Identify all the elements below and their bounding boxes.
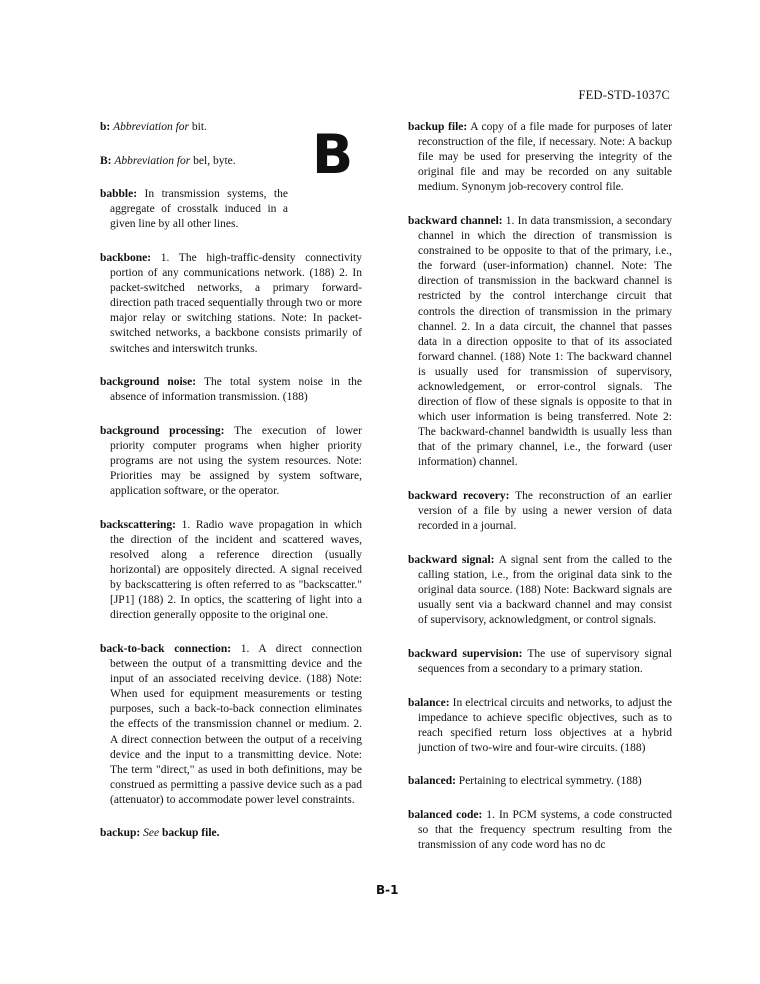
entry-term: babble: xyxy=(100,188,138,201)
entry-definition: The reconstruction of an earlier version of a file by using a newer version of data recorded in a journal. xyxy=(418,490,672,533)
entry-term: backup file: xyxy=(408,121,468,133)
entry-definition: 1. A direct connection between the output of a transmitting device and the input of an associated receiving device. (188) Note: When used for equipment measurements or testing purposes, such a back-to-back connection eliminates the effects of the transmission channel or medium. 2. A direct connection between the output of a receiving device and the input to a transmitting device. Note: The term "direct," as used in both definitions, may be construed as permitting a passive device such as a pad (attenuator) to accommodate power level constraints. xyxy=(110,642,363,806)
glossary-entry xyxy=(100,154,362,169)
entry-term: backward recovery: xyxy=(408,490,510,503)
entry-italic: Abbreviation for xyxy=(113,121,190,133)
entry-definition: The use of supervisory signal sequences from a secondary to a primary station. xyxy=(418,647,672,675)
left-column xyxy=(100,120,362,860)
glossary-entry xyxy=(100,251,362,357)
glossary-entry xyxy=(100,187,288,232)
entry-term: backward signal: xyxy=(408,553,495,566)
entry-definition: 1. Radio wave propagation in which the direction of the incident and scattered waves, resolved along a reference direction (usually horizontal) are oppositely directed. A signal received by backscattering is often referred to as "backscatter." [JP1] (188) 2. In optics, the scattering of light into a direction generally opposite to the original one. xyxy=(110,518,362,622)
entry-definition: Pertaining to electrical symmetry. (188) xyxy=(455,775,642,788)
entry-term: back-to-back connection: xyxy=(100,642,232,655)
glossary-entry xyxy=(408,647,672,677)
glossary-entry xyxy=(408,696,672,756)
glossary-entry xyxy=(100,826,362,841)
entry-term: balanced code: xyxy=(408,808,483,821)
glossary-entry xyxy=(408,553,672,628)
glossary-entry xyxy=(408,489,672,534)
glossary-entry xyxy=(100,518,362,624)
entry-definition: A signal sent from the called to the calling station, i.e., from the original data sink to the original data source. (188) Note: Backward signals are usually sent via a backward channel and may consist of supervisory, acknowledgment, or control signals. xyxy=(418,553,672,627)
glossary-entry xyxy=(408,808,672,853)
entry-term: background noise: xyxy=(100,376,197,389)
glossary-entry xyxy=(408,120,672,195)
entry-definition: A copy of a file made for purposes of later reconstruction of the file, if necessary. Note: A backup file may be used for preserving the integrity of the original file and may be recorded on any suitable medium. Synonym job-recovery control file. xyxy=(418,121,673,194)
entry-term: backward supervision: xyxy=(408,647,523,660)
entry-definition: The execution of lower priority computer programs when higher priority programs are not using the system resources. Note: Priorities may be assigned by system software, application software, or the operator. xyxy=(110,424,362,498)
entry-term: backscattering: xyxy=(100,518,177,531)
entry-definition: bel, byte. xyxy=(190,154,236,167)
glossary-entry xyxy=(408,214,672,471)
entry-term: backup: xyxy=(100,827,141,840)
entry-definition: bit. xyxy=(189,121,207,133)
entry-italic: Abbreviation for xyxy=(114,154,191,167)
entry-term: b: xyxy=(100,121,111,133)
glossary-entry xyxy=(100,375,362,405)
glossary-entry xyxy=(408,774,672,789)
entry-term: balanced: xyxy=(408,775,456,788)
document-header: FED-STD-1037C xyxy=(578,88,670,102)
entry-definition: 1. In data transmission, a secondary channel in which the direction of transmission is constrained to be opposite to that of the primary, i.e., the forward (user-information) channel. Note: The direction of transmission in the backward channel is restricted by the control interchange circuit that controls the direction of transmission in the primary channel. 2. In a data circuit, the channel that passes data in a direction opposite to that of its associated forward channel. (188) Note 1: The backward channel is usually used for transmission of supervisory, acknowledgement, or error-control signals. The direction of flow of these signals is opposite to that in which user information is being transferred. Note 2: The backward-channel bandwidth is usually less than that of the primary channel, i.e., the forward (user information) channel. xyxy=(418,214,672,469)
glossary-entry xyxy=(100,424,362,499)
entry-definition: 1. In PCM systems, a code constructed so that the frequency spectrum resulting from the transmission of any code word has no dc xyxy=(418,808,672,852)
entry-definition: In transmission systems, the aggregate of crosstalk induced in a given line by all other lines. xyxy=(110,188,288,231)
entry-definition: 1. The high-traffic-density connectivity portion of any communications network. (188) 2. In packet-switched networks, a primary forward-direction path traced sequentially through two or more major relay or switching stations. Note: In packet-switched networks, a backbone consists primarily of switches and interswitch trunks. xyxy=(110,251,362,355)
section-letter: B xyxy=(312,123,354,186)
entry-definition: backup file. xyxy=(159,827,220,840)
entry-term: B: xyxy=(100,154,112,167)
entry-term: backward channel: xyxy=(408,214,503,227)
entry-term: backbone: xyxy=(100,251,152,264)
page-number: B-1 xyxy=(376,883,399,897)
glossary-entry xyxy=(100,642,362,808)
entry-italic: See xyxy=(140,827,160,840)
entry-term: balance: xyxy=(408,696,450,709)
entry-definition: In electrical circuits and networks, to adjust the impedance to achieve specific objectives, such as to reach specified return loss objectives at a hybrid junction of two-wire and four-wire circuits. (188) xyxy=(418,696,672,754)
glossary-entry xyxy=(100,120,362,135)
right-column xyxy=(408,120,672,872)
entry-definition: The total system noise in the absence of information transmission. (188) xyxy=(110,376,362,404)
entry-term: background processing: xyxy=(100,424,225,437)
